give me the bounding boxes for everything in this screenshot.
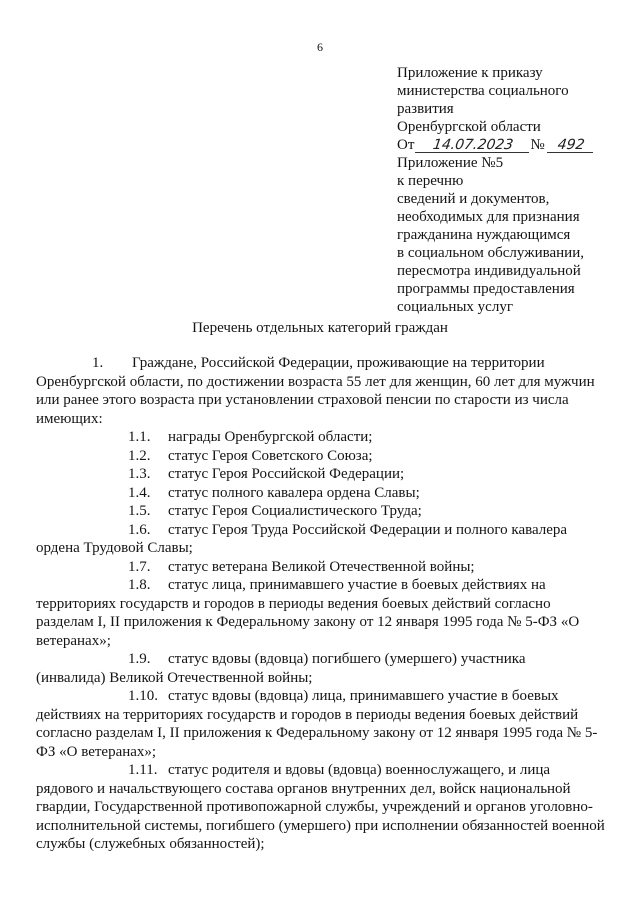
appendix-line: пересмотра индивидуальной [397,263,581,279]
subitem-number: 1.2. [128,447,151,464]
appendix-line: программы предоставления [397,281,575,297]
item-1 [36,354,612,373]
subitem-number: 1.6. [128,521,151,538]
subitem-number: 1.4. [128,484,151,501]
subitem-text: статус полного кавалера ордена Славы; [168,484,420,501]
subitem-text: статус Героя Социалистического Труда; [168,503,422,519]
appendix-header [397,64,627,316]
subitem-continuation: ордена Трудовой Славы; [36,540,193,556]
appendix-line: сведений и документов, [397,191,550,207]
subitem-continuation: действиях на территориях государств и городов в периоды ведения боевых действий согласно разделам I, II приложения к Федеральному закону от 12 января 1995 года № 5-ФЗ «О ветеранах»; [36,706,598,760]
subitem-text: статус лица, принимавшего участие в боевых действиях на [168,577,546,593]
page-number: 6 [317,40,323,54]
item-1-rest: Оренбургской области, по достижении возраста 55 лет для женщин, 60 лет для мужчин или ранее этого возраста при установлении страховой пенсии по старости из числа имеющих: [36,373,595,427]
appendix-line: к перечню [397,173,464,189]
subitem-text: статус Героя Советского Союза; [168,447,373,464]
appendix-line: необходимых для признания [397,209,580,225]
subitem [92,428,612,447]
subitem [92,650,612,669]
number-label: № [530,137,545,153]
subitem-list [36,428,612,854]
subitem-number: 1.7. [128,558,151,575]
subitem [92,521,612,540]
subitem-text: награды Оренбургской области; [168,429,373,445]
document-title: Перечень отдельных категорий граждан [192,320,448,336]
subitem-text: статус Героя Труда Российской Федерации и полного кавалера [168,521,568,538]
document-body [36,354,612,854]
appendix-line: в социальном обслуживании, [397,245,584,261]
subitem [92,465,612,484]
appendix-line: министерства социального [397,83,569,99]
subitem [92,558,612,577]
appendix-line: Оренбургской области [397,119,541,135]
subitem-continuation: (инвалида) Великой Отечественной войны; [36,669,313,686]
subitem-text: статус ветерана Великой Отечественной войны; [168,558,475,575]
subitem-number: 1.10. [128,688,158,704]
appendix-line: Приложение к приказу [397,65,543,81]
order-date-line [397,136,627,154]
subitem-number: 1.3. [128,466,151,482]
subitem-number: 1.11. [128,762,158,778]
appendix-line: Приложение №5 [397,155,504,171]
subitem [92,687,612,706]
handwritten-number: 492 [547,138,595,153]
handwritten-date: 14.07.2023 [415,138,531,153]
subitem [92,761,612,780]
subitem [92,447,612,466]
subitem-number: 1.8. [128,577,151,593]
subitem-number: 1.5. [128,503,151,519]
subitem-text: статус Героя Российской Федерации; [168,466,405,482]
from-label: От [397,137,415,153]
subitem-continuation: рядового и начальствующего состава органов внутренних дел, войск национальной гвардии, Государственной противопожарной службы, учреждений и органов уголовно-исполнительной системы, погибшего (умершего) при исполнении обязанностей военной службы (служебных обязанностей); [36,780,605,852]
subitem [92,502,612,521]
subitem-number: 1.9. [128,651,151,667]
subitem [92,576,612,595]
subitem-text: статус родителя и вдовы (вдовца) военнослужащего, и лица [168,762,551,778]
subitem-text: статус вдовы (вдовца) погибшего (умершего) участника [168,651,526,667]
subitem-number: 1.1. [128,429,151,445]
subitem-text: статус вдовы (вдовца) лица, принимавшего участие в боевых [168,688,559,704]
subitem-continuation: территориях государств и городов в периоды ведения боевых действий согласно разделам I, II приложения к Федеральному закону от 12 января 1995 года № 5-ФЗ «О ветеранах»; [36,595,580,649]
appendix-line: социальных услуг [397,299,513,315]
appendix-line: гражданина нуждающимся [397,227,571,243]
item-first-line: Граждане, Российской Федерации, проживающие на территории [132,355,545,371]
item-number: 1. [92,355,104,371]
subitem [92,484,612,503]
appendix-line: развития [397,101,454,117]
